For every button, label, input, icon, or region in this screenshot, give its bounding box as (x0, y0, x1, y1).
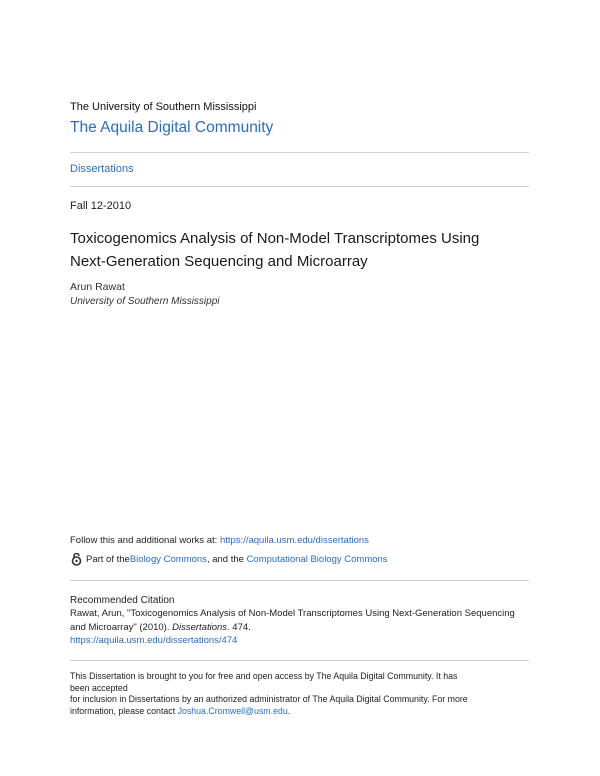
disclaimer-line (70, 706, 470, 718)
university-name: The University of Southern Mississippi (70, 101, 257, 113)
contact-email-link[interactable]: Joshua.Cromwell@usm.edu (177, 705, 288, 716)
divider (70, 152, 529, 153)
biology-commons-link[interactable]: Biology Commons (129, 554, 207, 565)
site-title-link[interactable]: The Aquila Digital Community (70, 119, 274, 136)
citation-line: Rawat, Arun, "Toxicogenomics Analysis of Non-Model Transcriptomes Using Next-Generation Sequencing (70, 608, 515, 619)
part-of-prefix: Part of the (86, 554, 130, 565)
part-of-line (70, 553, 388, 566)
recommended-citation-heading: Recommended Citation (70, 595, 175, 606)
collection-link[interactable]: Dissertations (70, 163, 134, 175)
disclaimer-text-part: . (287, 705, 291, 716)
open-access-icon (70, 553, 83, 566)
divider (70, 660, 529, 661)
disclaimer-line: This Dissertation is brought to you for free and open access by The Aquila Digital Community. It has been accepted (70, 671, 458, 693)
citation-text-part: and Microarray" (2010). (70, 621, 173, 633)
work-title-line: Toxicogenomics Analysis of Non-Model Transcriptomes Using (70, 230, 480, 247)
follow-prefix: Follow this and additional works at: (70, 535, 220, 546)
part-of-middle: , and the (206, 554, 247, 565)
access-disclaimer (70, 671, 470, 717)
citation-journal: Dissertations (172, 621, 228, 633)
citation-url-link[interactable]: https://aquila.usm.edu/dissertations/474 (70, 635, 238, 646)
publication-date: Fall 12-2010 (70, 200, 132, 212)
disclaimer-line: for inclusion in Dissertations by an authorized administrator of The Aquila Digital Community. For more (70, 694, 468, 704)
divider (70, 580, 529, 581)
citation-line (70, 621, 540, 635)
computational-biology-commons-link[interactable]: Computational Biology Commons (246, 554, 388, 565)
work-title (70, 227, 540, 273)
collection-url-link[interactable]: https://aquila.usm.edu/dissertations (219, 535, 369, 546)
work-title-line: Next-Generation Sequencing and Microarray (70, 253, 368, 270)
divider (70, 186, 529, 187)
author-affiliation: University of Southern Mississippi (70, 296, 220, 307)
follow-line (70, 535, 369, 546)
citation-text-part: . 474. (227, 621, 251, 633)
disclaimer-text-part: information, please contact (70, 705, 178, 716)
citation-text (70, 607, 540, 648)
author-name: Arun Rawat (70, 281, 125, 293)
